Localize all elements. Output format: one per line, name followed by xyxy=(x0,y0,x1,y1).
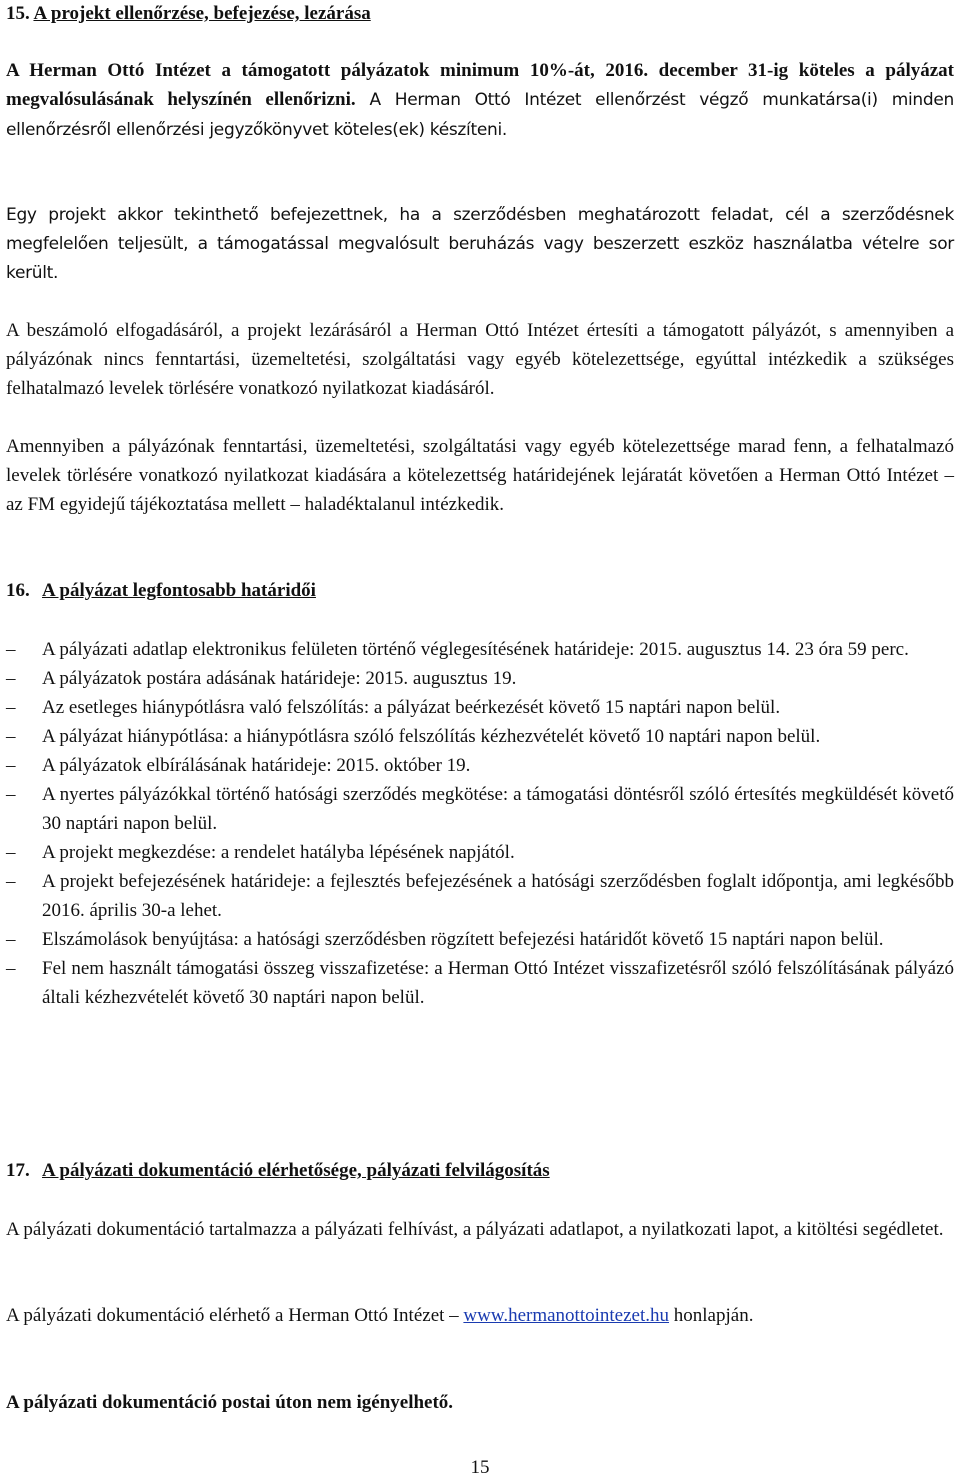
section-15-heading xyxy=(6,0,371,28)
section-title: A projekt ellenőrzése, befejezése, lezárása xyxy=(33,3,371,24)
page-number: 15 xyxy=(470,1457,490,1478)
paragraph xyxy=(6,1301,954,1330)
section-number: 17. xyxy=(6,1160,30,1181)
section-title: A pályázati dokumentáció elérhetősége, pályázati felvilágosítás xyxy=(42,1160,550,1181)
list-item: – Elszámolások benyújtása: a hatósági szerződésben rögzített befejezési határidőt követő 15 naptári napon belül. xyxy=(6,929,884,950)
list-item: – A pályázatok postára adásának határideje: 2015. augusztus 19. xyxy=(6,668,517,689)
list-item: – Fel nem használt támogatási összeg visszafizetése: a Herman Ottó Intézet visszafizetésről szóló felszólításának pályázó általi kézhezvételét követő 30 naptári napon belül. xyxy=(6,958,954,1008)
section-number: 16. xyxy=(6,580,30,601)
text: A pályázati dokumentáció elérhető a Herman Ottó Intézet – xyxy=(6,1305,464,1326)
section-number: 15. xyxy=(6,3,30,24)
bold-text: A Herman Ottó Intézet a támogatott pályázatok minimum 10%-át, 2016. december 31-ig köteles a pályázat megvalósulásának helyszínén ellenőrizni. xyxy=(6,60,954,110)
section-16-heading xyxy=(6,576,316,605)
list-item: – A projekt befejezésének határideje: a fejlesztés befejezésének a hatósági szerződésben foglalt időpontja, ami legkésőbb 2016. április 30-a lehet. xyxy=(6,871,954,921)
text: honlapján. xyxy=(669,1305,754,1326)
paragraph: Egy projekt akkor tekinthető befejezettnek, ha a szerződésben meghatározott feladat, cél a szerződésnek megfelelően teljesült, a támogatással megvalósult beruházás vagy beszerzett eszköz használatba vételre sor került. xyxy=(6,205,954,283)
list-item: – A pályázatok elbírálásának határideje: 2015. október 19. xyxy=(6,755,471,776)
website-link[interactable]: www.hermanottointezet.hu xyxy=(463,1305,670,1326)
list-item: – Az esetleges hiánypótlásra való felszólítás: a pályázat beérkezését követő 15 naptári napon belül. xyxy=(6,697,781,718)
list-item: – A pályázati adatlap elektronikus felületen történő véglegesítésének határideje: 2015. augusztus 14. 23 óra 59 perc. xyxy=(6,639,909,660)
list-item: – A projekt megkezdése: a rendelet hatályba lépésének napjától. xyxy=(6,842,515,863)
paragraph xyxy=(6,56,954,145)
deadline-list xyxy=(6,635,954,1012)
list-item: – A pályázat hiánypótlása: a hiánypótlásra szóló felszólítás kézhezvételét követő 10 naptári napon belül. xyxy=(6,726,821,747)
text: A Herman Ottó Intézet ellenőrzést végző munkatársa(i) minden ellenőrzésről ellenőrzési jegyzőkönyvet köteles(ek) készíteni. xyxy=(6,90,954,140)
paragraph xyxy=(6,1388,954,1417)
paragraph: A pályázati dokumentáció tartalmazza a pályázati felhívást, a pályázati adatlapot, a nyilatkozati lapot, a kitöltési segédletet. xyxy=(6,1219,944,1240)
bold-text: A pályázati dokumentáció postai úton nem igényelhető. xyxy=(6,1392,454,1413)
section-title: A pályázat legfontosabb határidői xyxy=(42,580,316,601)
list-item: – A nyertes pályázókkal történő hatósági szerződés megkötése: a támogatási döntésről szóló értesítés megküldését követő 30 naptári napon belül. xyxy=(6,784,954,834)
paragraph: A beszámoló elfogadásáról, a projekt lezárásáról a Herman Ottó Intézet értesíti a támogatott pályázót, s amennyiben a pályázónak nincs fenntartási, üzemeltetési, szolgáltatási vagy egyéb kötelezettsége, egyúttal intézkedik a szükséges felhatalmazó levelek törlésére vonatkozó nyilatkozat kiadásáról. xyxy=(6,320,954,399)
paragraph: Amennyiben a pályázónak fenntartási, üzemeltetési, szolgáltatási vagy egyéb kötelezettsége marad fenn, a felhatalmazó levelek törlésére vonatkozó nyilatkozat kiadására a kötelezettség határidejének lejáratát követően a Herman Ottó Intézet – az FM egyidejű tájékoztatása mellett – haladéktalanul intézkedik. xyxy=(6,436,954,515)
section-17-heading xyxy=(6,1156,550,1185)
